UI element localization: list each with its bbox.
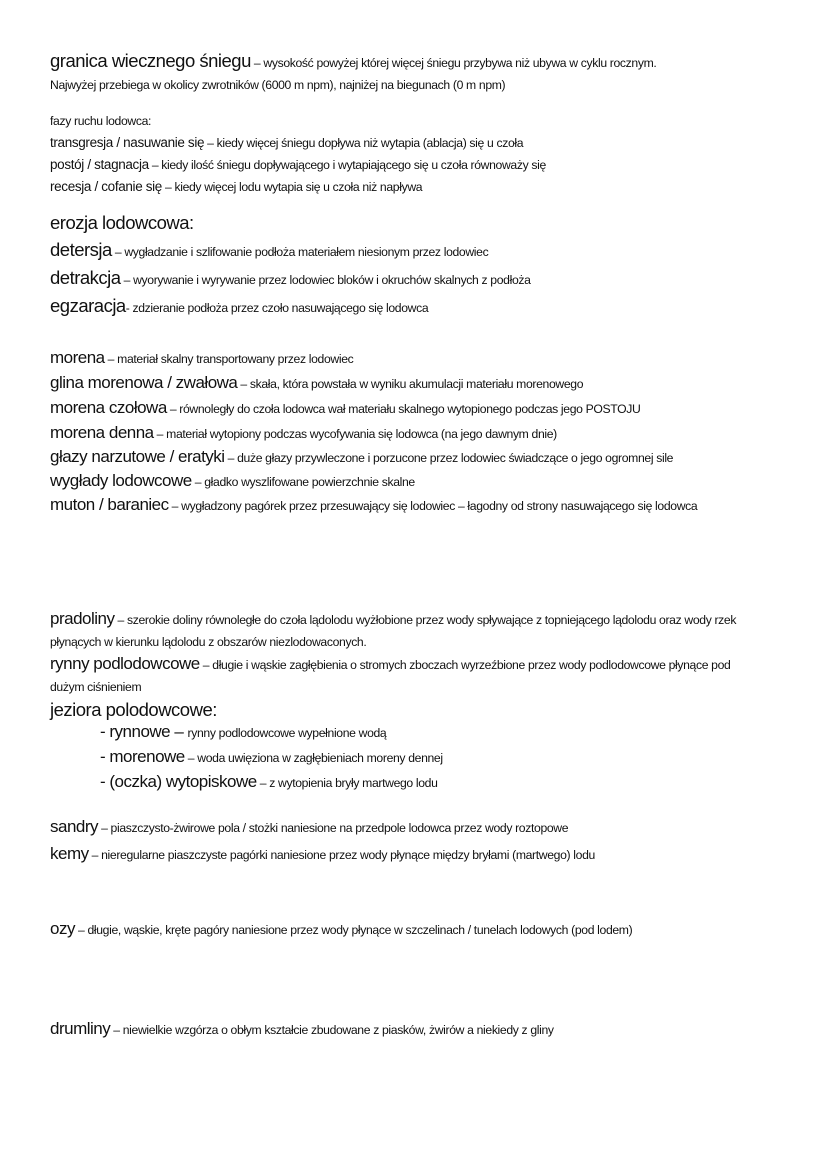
definition: – materiał skalny transportowany przez lodowiec [104, 352, 354, 366]
term: morena denna [50, 423, 154, 442]
term: ozy [50, 919, 75, 938]
snow-line-definition [50, 50, 790, 96]
fluvio-section [50, 608, 750, 722]
lakes-list [100, 720, 828, 795]
definition: – piaszczysto-żwirowe pola / stożki naniesione na przedpole lodowca przez wody roztopowe [98, 821, 569, 835]
entry [50, 494, 780, 517]
term: głazy narzutowe / eratyki [50, 447, 225, 466]
definition: – woda uwięziona w zagłębieniach moreny dennej [184, 751, 443, 765]
section-heading: fazy ruchu lodowca: [50, 114, 152, 128]
definition: – z wytopienia bryły martwego lodu [256, 776, 438, 790]
definition: – kiedy ilość śniegu dopływającego i wytapiającego się u czoła równoważy się [148, 158, 546, 172]
entry [50, 371, 790, 396]
entry [50, 396, 790, 421]
term: - rynnowe – [100, 722, 188, 741]
term: glina morenowa / zwałowa [50, 373, 238, 392]
erosion-section [50, 210, 790, 321]
term: morena czołowa [50, 398, 167, 417]
definition: - zdzieranie podłoża przez czoło nasuwającego się lodowca [125, 301, 429, 315]
definition: – kiedy więcej lodu wytapia się u czoła niż napływa [161, 180, 423, 194]
term: detersja [50, 239, 112, 260]
definition: – wysokość powyżej której więcej śniegu przybywa niż ubywa w cyklu rocznym. [250, 56, 657, 70]
term: drumliny [50, 1019, 111, 1038]
definition: – gładko wyszlifowane powierzchnie skalne [191, 475, 415, 489]
term: - (oczka) wytopiskowe [100, 772, 257, 791]
term: granica wiecznego śniegu [50, 50, 251, 71]
term: - morenowe [100, 747, 185, 766]
entry [50, 841, 790, 868]
term: kemy [50, 844, 89, 863]
section-heading: jeziora polodowcowe: [50, 699, 217, 720]
definition: – skała, która powstała w wyniku akumulacji materiału morenowego [237, 377, 584, 391]
phases-section [50, 110, 790, 198]
eskers-entry [50, 918, 790, 941]
entry [50, 469, 790, 494]
term: morena [50, 348, 105, 367]
term: wygłady lodowcowe [50, 471, 192, 490]
definition: rynny podlodowcowe wypełnione wodą [187, 726, 387, 740]
definition: – kiedy więcej śniegu dopływa niż wytapia (ablacja) się u czoła [204, 136, 524, 150]
definition: – wyorywanie i wyrywanie przez lodowiec bloków i okruchów skalnych z podłoża [120, 273, 531, 287]
definition: – długie, wąskie, kręte pagóry naniesione przez wody płynące w szczelinach / tunelach lodowych (pod lodem) [74, 923, 633, 937]
entry [50, 346, 790, 371]
entry [50, 814, 790, 841]
outwash-section [50, 814, 790, 868]
moraine-section [50, 346, 790, 517]
term: detrakcja [50, 267, 121, 288]
definition: – duże głazy przywleczone i porzucone przez lodowiec świadczące o jego ogromnej sile [224, 451, 674, 465]
section-heading: erozja lodowcowa: [50, 212, 194, 233]
definition-continued: Najwyżej przebiega w okolicy zwrotników (6000 m npm), najniżej na biegunach (0 m npm) [50, 78, 506, 92]
term: muton / baraniec [50, 495, 169, 514]
entry [50, 608, 750, 653]
term: transgresja / nasuwanie się [50, 135, 205, 150]
list-item [100, 770, 828, 795]
drumlins-entry [50, 1018, 790, 1041]
entry [50, 421, 790, 446]
definition: – wygładzony pagórek przez przesuwający się lodowiec – łagodny od strony nasuwającego się lodowca [168, 499, 698, 513]
term: recesja / cofanie się [50, 179, 162, 194]
list-item [100, 720, 828, 745]
definition: – nieregularne piaszczyste pagórki naniesione przez wody płynące między bryłami (martwego) lodu [88, 848, 595, 862]
term: egzaracja [50, 295, 126, 316]
term: rynny podlodowcowe [50, 654, 200, 673]
definition: – niewielkie wzgórza o obłym kształcie zbudowane z piasków, żwirów a niekiedy z gliny [110, 1023, 554, 1037]
definition: – długie i wąskie zagłębienia o stromych zboczach wyrzeźbione przez wody podlodowcowe płynące pod dużym ciśnieniem [50, 658, 731, 694]
term: postój / stagnacja [50, 157, 149, 172]
term: pradoliny [50, 609, 115, 628]
list-item [100, 745, 828, 770]
definition: – wygładzanie i szlifowanie podłoża materiałem niesionym przez lodowiec [111, 245, 489, 259]
definition: – materiał wytopiony podczas wycofywania się lodowca (na jego dawnym dnie) [153, 427, 557, 441]
definition: – równoległy do czoła lodowca wał materiału skalnego wytopionego podczas jego POSTOJU [166, 402, 641, 416]
entry [50, 653, 750, 698]
term: sandry [50, 817, 99, 836]
definition: – szerokie doliny równoległe do czoła lądolodu wyżłobione przez wody spływające z topniejącego lądolodu oraz wody rzek płynących w kierunku lądolodu z obszarów niezlodowaconych. [50, 613, 737, 649]
entry [50, 446, 770, 469]
